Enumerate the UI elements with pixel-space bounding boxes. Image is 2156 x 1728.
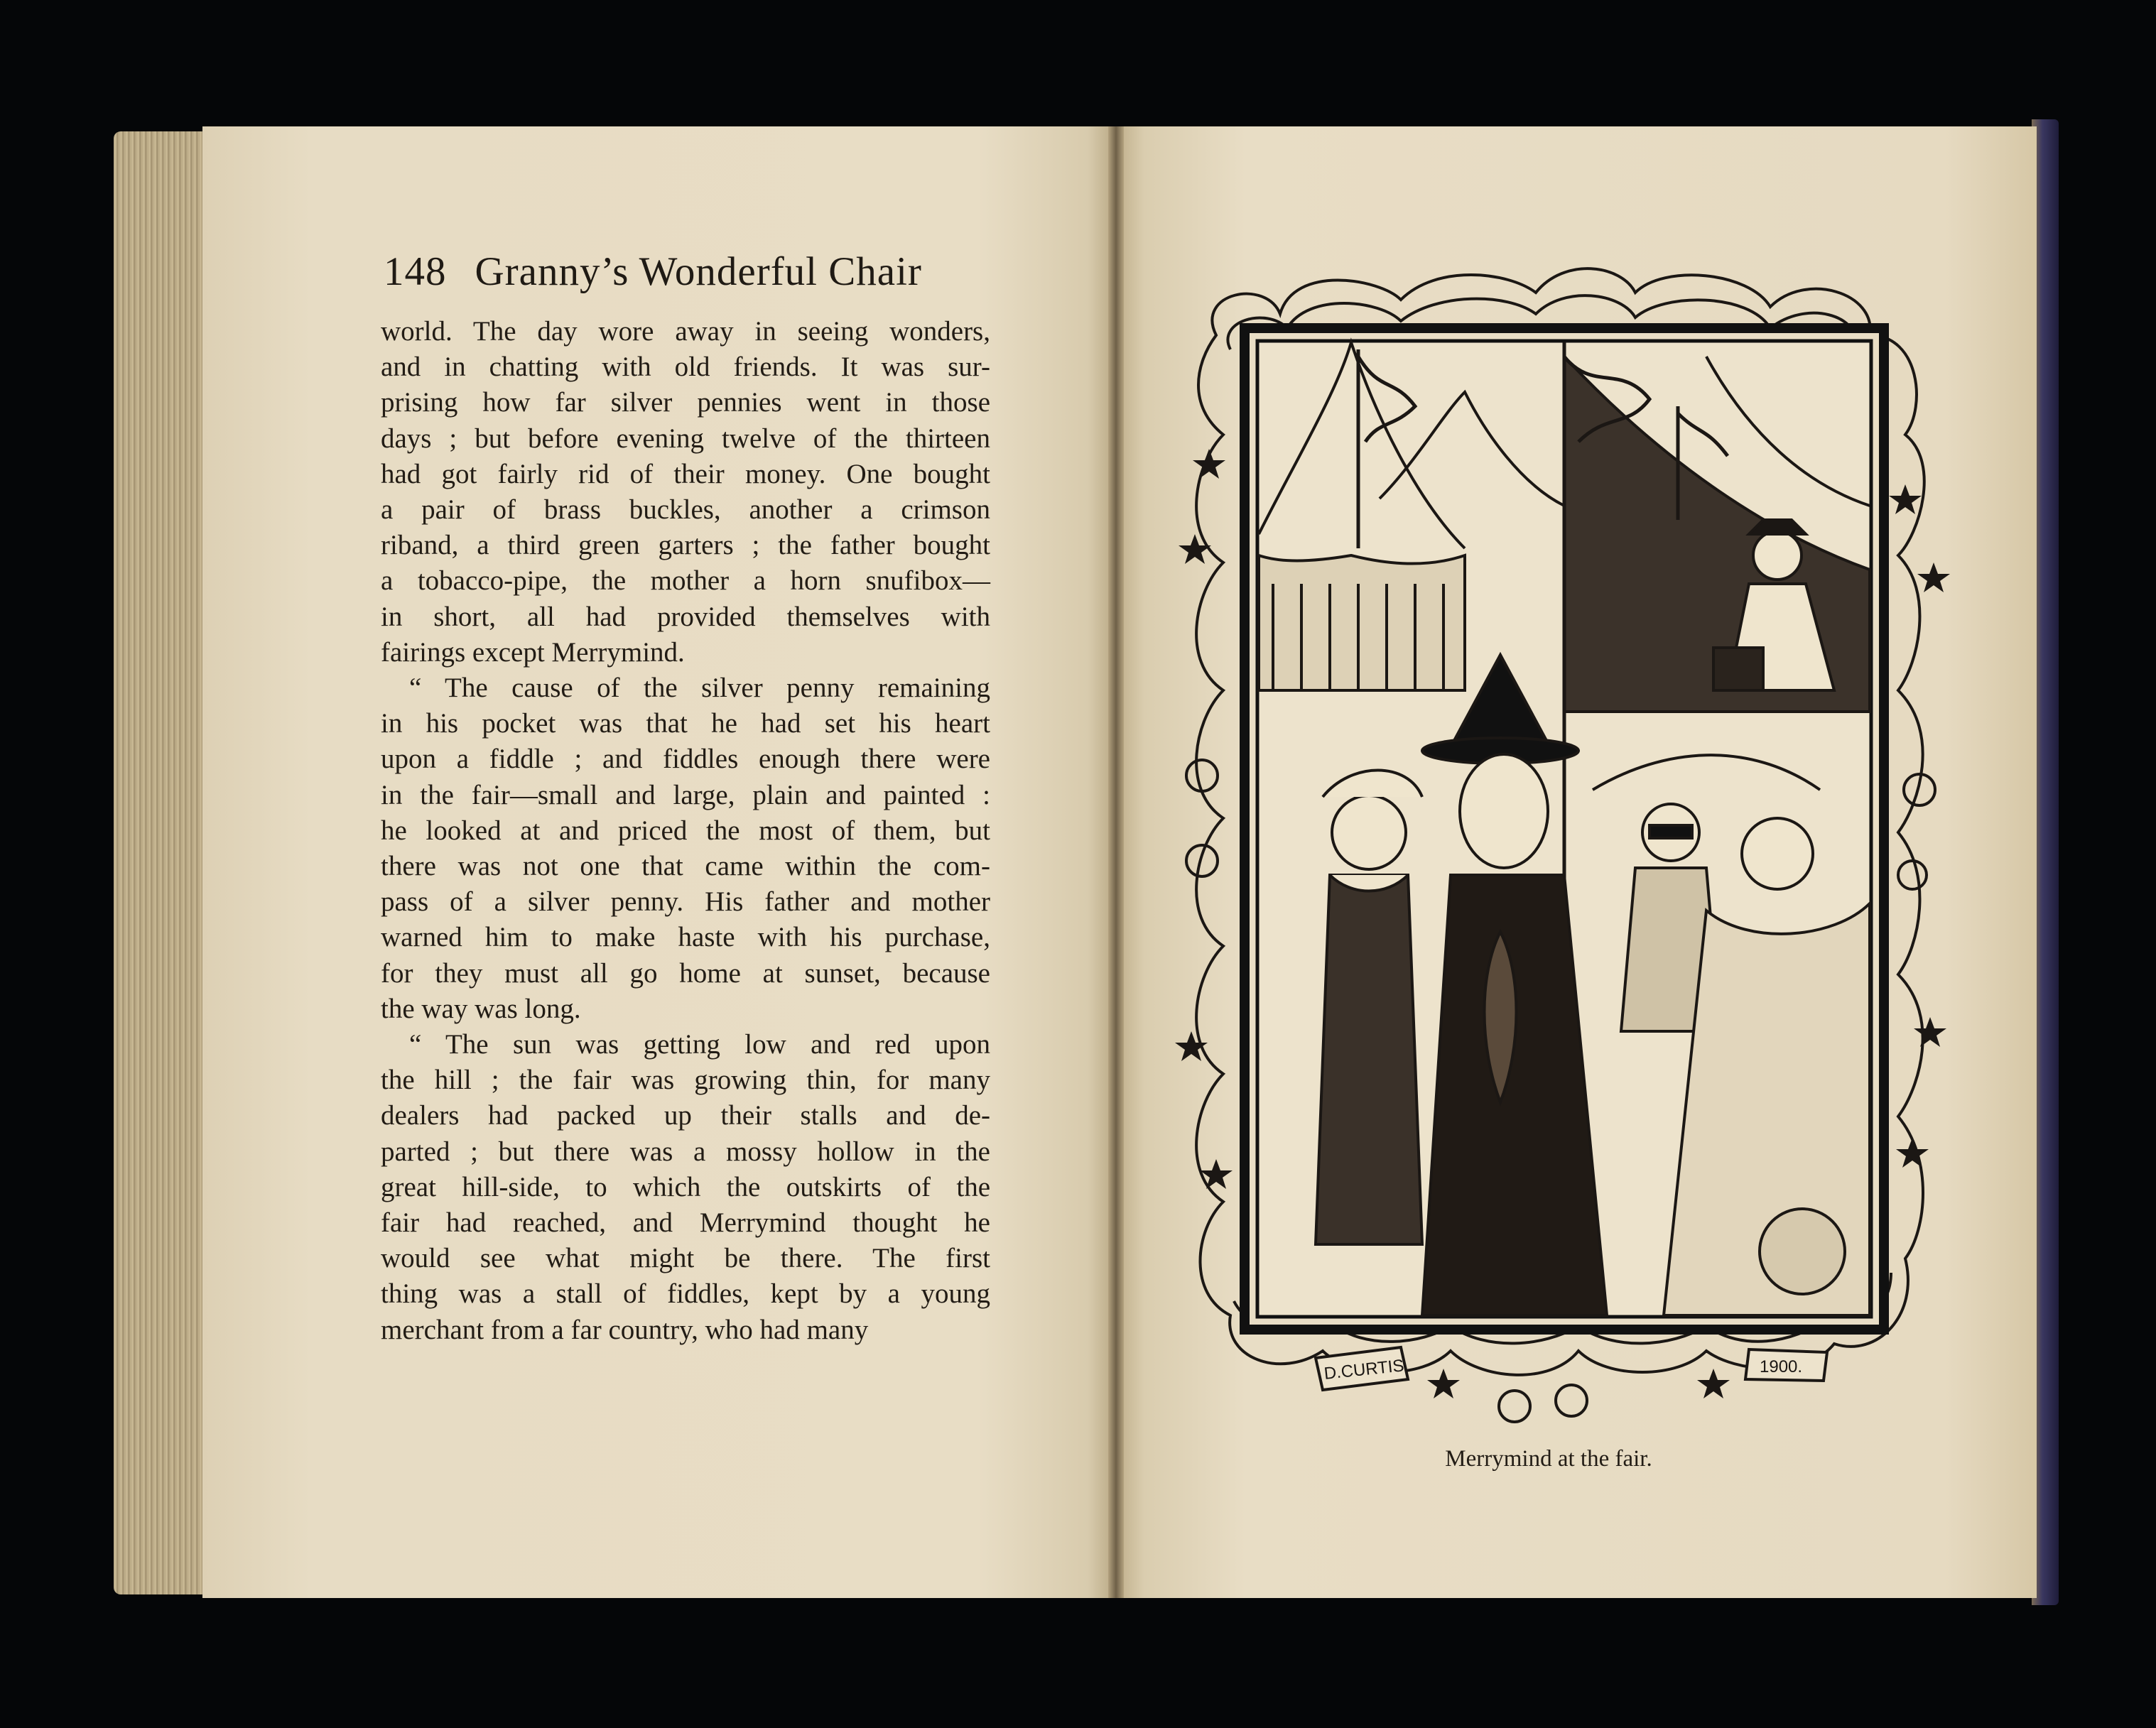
text-line: in his pocket was that he had set his heart (381, 708, 990, 739)
text-line: the hill ; the fair was growing thin, for many (381, 1065, 990, 1096)
text-line: fairings except Merrymind. (381, 636, 685, 668)
running-title: Granny’s Wonderful Chair (475, 249, 922, 294)
page-edges (114, 131, 207, 1594)
text-line: riband, a third green garters ; the father bought (381, 530, 990, 561)
text-line: in short, all had provided themselves with (381, 601, 990, 632)
text-line: upon a fiddle ; and fiddles enough there were (381, 744, 990, 775)
text-line: parted ; but there was a mossy hollow in the (381, 1136, 990, 1167)
text-line: great hill-side, to which the outskirts of the (381, 1171, 990, 1202)
signature: D.CURTIS (1323, 1356, 1405, 1384)
text-line: pass of a silver penny. His father and mother (381, 886, 990, 918)
date: 1900. (1760, 1357, 1803, 1376)
text-line: and in chatting with old friends. It was sur- (381, 352, 990, 383)
text-line: a tobacco-pipe, the mother a horn snufibox— (381, 565, 990, 597)
text-line: fair had reached, and Merrymind thought he (381, 1207, 990, 1239)
text-line: had got fairly rid of their money. One bought (381, 458, 990, 489)
text-line: “ The cause of the silver penny remaining (409, 673, 990, 704)
text-line: the way was long. (381, 993, 581, 1024)
text-line: a pair of brass buckles, another a crimson (381, 494, 990, 526)
text-line: prising how far silver pennies went in those (381, 387, 990, 418)
text-line: “ The sun was getting low and red upon (409, 1029, 990, 1060)
book-gutter (1108, 126, 1124, 1598)
text-line: days ; but before evening twelve of the thirteen (381, 423, 990, 454)
text-line: for they must all go home at sunset, because (381, 957, 990, 989)
text-line: he looked at and priced the most of them, but (381, 815, 990, 846)
text-line: in the fair—small and large, plain and painted : (381, 779, 990, 810)
text-line: thing was a stall of fiddles, kept by a young (381, 1278, 990, 1310)
text-line: dealers had packed up their stalls and de- (381, 1100, 990, 1131)
text-line: world. The day wore away in seeing wonders, (381, 316, 990, 347)
text-line: would see what might be there. The first (381, 1243, 990, 1274)
running-head (384, 249, 1023, 295)
body-text (381, 314, 990, 1348)
text-line: warned him to make haste with his purchase, (381, 922, 990, 953)
illustration-plate (1166, 250, 1962, 1429)
text-line: there was not one that came within the com- (381, 851, 990, 882)
text-line: merchant from a far country, who had many (381, 1314, 869, 1345)
page-number: 148 (384, 249, 447, 294)
illustration-caption: Merrymind at the fair. (1445, 1446, 1652, 1472)
